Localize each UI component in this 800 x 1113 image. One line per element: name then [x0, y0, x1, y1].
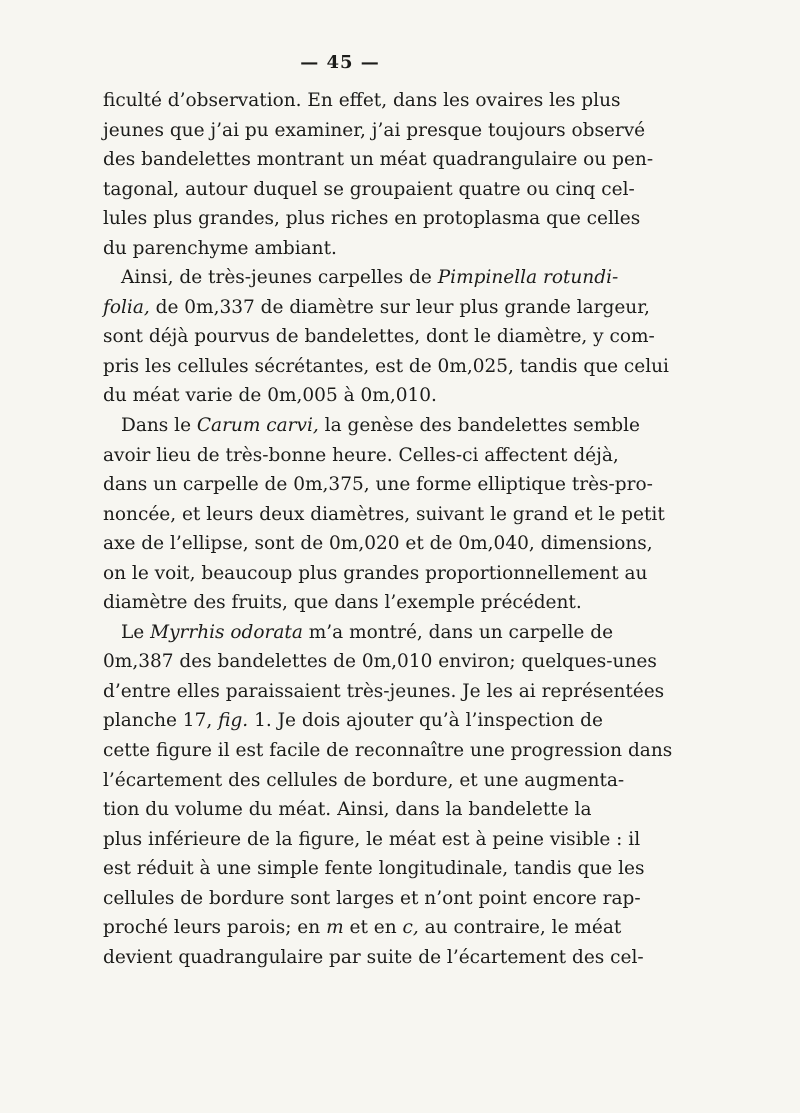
- text-segment: Ainsi, de très-jeunes carpelles de: [121, 267, 438, 289]
- text-line: [103, 559, 648, 589]
- text-segment: 0m,387 des bandelettes de 0m,010 environ; quelques-unes: [103, 651, 657, 673]
- text-line: [103, 706, 603, 736]
- text-line: [103, 736, 673, 766]
- text-segment: l’écartement des cellules de bordure, et une augmenta-: [103, 769, 625, 791]
- text-segment: 1. Je dois ajouter qu’à l’inspection de: [248, 710, 603, 732]
- text-line: [103, 766, 625, 796]
- text-line: [103, 854, 645, 884]
- text-segment: au contraire, le méat: [418, 917, 622, 939]
- text-segment: des bandelettes montrant un méat quadrangulaire ou pen-: [103, 149, 654, 171]
- text-line: [103, 204, 641, 234]
- text-segment: ficulté d’observation. En effet, dans les ovaires les plus: [103, 90, 621, 111]
- text-segment: proché leurs parois; en: [103, 917, 327, 939]
- text-segment: pris les cellules sécrétantes, est de 0m,025, tandis que celui: [103, 355, 669, 377]
- text-line: [103, 381, 583, 411]
- text-segment: tagonal, autour duquel se groupaient quatre ou cinq cel-: [103, 178, 635, 200]
- text-segment: du méat varie de 0m,005 à 0m,010.: [103, 385, 437, 407]
- page-number: — 45 —: [300, 52, 380, 73]
- text-line: [103, 175, 635, 205]
- text-line: [103, 943, 644, 973]
- text-segment: d’entre elles paraissaient très-jeunes. Je les ai représentées: [103, 680, 665, 702]
- text-line: [103, 913, 622, 943]
- text-segment: et en: [343, 917, 403, 939]
- text-line: [103, 470, 653, 500]
- italic-text: folia,: [103, 296, 150, 318]
- text-line: [103, 529, 653, 559]
- text-segment: du parenchyme ambiant.: [103, 237, 337, 259]
- text-line: [103, 322, 655, 352]
- text-segment: plus inférieure de la figure, le méat est à peine visible : il: [103, 828, 641, 850]
- text-segment: cette figure il est facile de reconnaître une progression dans: [103, 740, 673, 762]
- text-line: [103, 293, 650, 323]
- italic-text: c,: [402, 917, 419, 939]
- text-segment: Dans le: [121, 415, 197, 437]
- italic-text: Pimpinella rotundi-: [437, 267, 619, 289]
- text-segment: m’a montré, dans un carpelle de: [302, 621, 614, 643]
- text-line: [103, 234, 583, 264]
- text-segment: la genèse des bandelettes semble: [318, 415, 640, 437]
- text-line: [103, 441, 619, 471]
- text-segment: devient quadrangulaire par suite de l’écartement des cel-: [103, 946, 644, 968]
- text-line: [103, 647, 657, 677]
- text-line: [103, 86, 621, 116]
- text-segment: cellules de bordure sont larges et n’ont point encore rap-: [103, 887, 641, 909]
- text-segment: planche 17,: [103, 710, 219, 732]
- text-line: [103, 884, 641, 914]
- text-segment: jeunes que j’ai pu examiner, j’ai presque toujours observé: [103, 119, 646, 141]
- text-segment: Le: [121, 621, 151, 643]
- text-line: [103, 352, 669, 382]
- italic-text: Myrrhis odorata: [150, 621, 303, 643]
- text-segment: avoir lieu de très-bonne heure. Celles-ci affectent déjà,: [103, 444, 619, 466]
- text-line: [103, 500, 665, 530]
- italic-text: fig.: [218, 710, 249, 732]
- text-line: [103, 677, 665, 707]
- text-line: [103, 145, 654, 175]
- text-segment: lules plus grandes, plus riches en protoplasma que celles: [103, 208, 641, 230]
- body-text: [103, 86, 673, 972]
- text-line: [103, 618, 614, 648]
- text-line: [103, 795, 592, 825]
- text-segment: on le voit, beaucoup plus grandes proportionnellement au: [103, 562, 648, 584]
- text-segment: noncée, et leurs deux diamètres, suivant le grand et le petit: [103, 503, 665, 525]
- italic-text: Carum carvi,: [196, 415, 319, 437]
- text-line: [103, 411, 640, 441]
- italic-text: m: [326, 917, 344, 939]
- text-segment: dans un carpelle de 0m,375, une forme elliptique très-pro-: [103, 474, 653, 496]
- text-segment: de 0m,337 de diamètre sur leur plus grande largeur,: [149, 296, 650, 318]
- text-line: [103, 588, 583, 618]
- text-segment: est réduit à une simple fente longitudinale, tandis que les: [103, 858, 645, 880]
- text-line: [103, 263, 619, 293]
- text-line: [103, 116, 646, 146]
- text-segment: tion du volume du méat. Ainsi, dans la bandelette la: [103, 799, 592, 821]
- text-segment: diamètre des fruits, que dans l’exemple précédent.: [103, 592, 582, 614]
- text-segment: sont déjà pourvus de bandelettes, dont le diamètre, y com-: [103, 326, 655, 348]
- text-line: [103, 825, 641, 855]
- text-segment: axe de l’ellipse, sont de 0m,020 et de 0m,040, dimensions,: [103, 533, 653, 555]
